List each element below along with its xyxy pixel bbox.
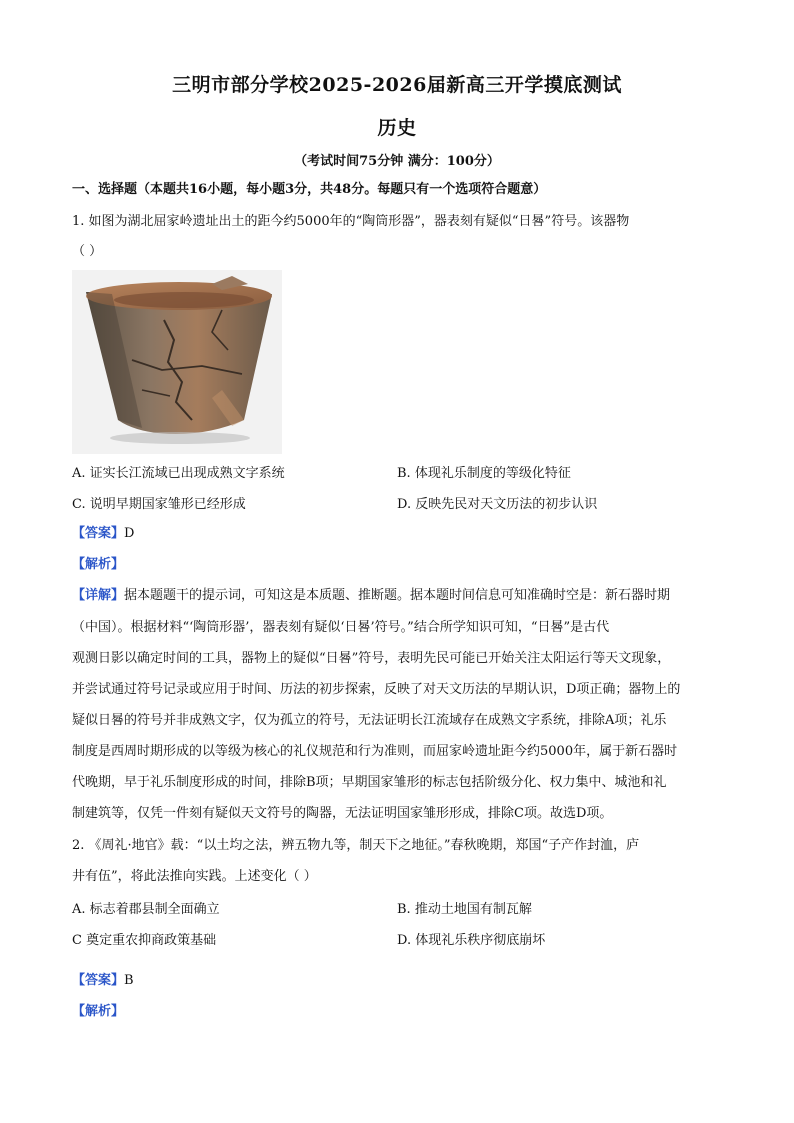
subject-title: 历史 [377, 117, 417, 139]
q1-detail-line2: （中国）。根据材料“‘陶筒形器’，器表刻有疑似‘日晷’符号。”结合所学知识可知，“日晷”是古代 [72, 620, 610, 635]
answer-value: D [124, 526, 135, 541]
q1-analysis [72, 555, 732, 575]
q1-answer [72, 524, 732, 544]
section-heading: 一、选择题（本题共16小题，每小题3分，共48分。每题只有一个选项符合题意） [72, 182, 547, 197]
answer-label: 【答案】 [72, 973, 125, 988]
q1-option-c[interactable]: C. 说明早期国家雏形已经形成 [72, 497, 246, 512]
q1-option-a[interactable]: A. 证实长江流域已出现成熟文字系统 [72, 466, 285, 481]
q2-option-a[interactable]: A. 标志着郡县制全面确立 [72, 902, 220, 917]
q2-option-b[interactable]: B. 推动土地国有制瓦解 [397, 902, 532, 917]
q1-option-b[interactable]: B. 体现礼乐制度的等级化特征 [397, 466, 571, 481]
q2-option-c[interactable]: C 奠定重农抑商政策基础 [72, 933, 217, 948]
q1-stem-line1: 1. 如图为湖北屈家岭遗址出土的距今约5000年的“陶筒形器”，器表刻有疑似“日晷”符号。该器物 [72, 214, 630, 229]
detail-label: 【详解】 [72, 588, 125, 603]
q1-detail-line4: 并尝试通过符号记录或应用于时间、历法的初步探索，反映了对天文历法的早期认识，D项正确；器物上的 [72, 682, 681, 697]
q2-answer [72, 971, 732, 991]
detail-text: 据本题题干的提示词，可知这是本质题、推断题。据本题时间信息可知准确时空是：新石器时期 [124, 588, 671, 603]
q1-detail-line6: 制度是西周时期形成的以等级为核心的礼仪规范和行为准则，而屈家岭遗址距今约5000年，属于新石器时 [72, 744, 678, 759]
answer-value: B [124, 973, 134, 988]
q1-detail-line3: 观测日影以确定时间的工具，器物上的疑似“日晷”符号，表明先民可能已开始关注太阳运行等天文现象， [72, 651, 671, 666]
q1-detail-line8: 制建筑等，仅凭一件刻有疑似天文符号的陶器，无法证明国家雏形形成，排除C项。故选D项。 [72, 806, 613, 821]
q2-analysis [72, 1002, 732, 1022]
q1-detail-line5: 疑似日晷的符号并非成熟文字，仅为孤立的符号，无法证明长江流域存在成熟文字系统，排除A项；礼乐 [72, 713, 667, 728]
q1-detail-line1 [72, 586, 732, 606]
q2-stem-line2: 井有伍”，将此法推向实践。上述变化（ ） [72, 869, 317, 884]
pottery-illustration [72, 270, 282, 454]
exam-title: 三明市部分学校2025-2026届新高三开学摸底测试 [172, 74, 622, 96]
q2-stem-line1: 2. 《周礼·地官》载：“以土均之法，辨五物九等，制天下之地征。”春秋晚期，郑国“子产作封洫，庐 [72, 838, 640, 853]
exam-time-note: （考试时间75分钟 满分：100分） [294, 154, 500, 169]
q2-option-d[interactable]: D. 体现礼乐秩序彻底崩坏 [397, 933, 546, 948]
q1-option-d[interactable]: D. 反映先民对天文历法的初步认识 [397, 497, 598, 512]
answer-label: 【答案】 [72, 526, 125, 541]
analysis-label: 【解析】 [72, 557, 125, 572]
pottery-cylinder-image [72, 270, 282, 454]
q1-stem-line2: （ ） [72, 244, 103, 259]
analysis-label: 【解析】 [72, 1004, 125, 1019]
q1-detail-line7: 代晚期，早于礼乐制度形成的时间，排除B项；早期国家雏形的标志包括阶级分化、权力集中、城池和礼 [72, 775, 667, 790]
